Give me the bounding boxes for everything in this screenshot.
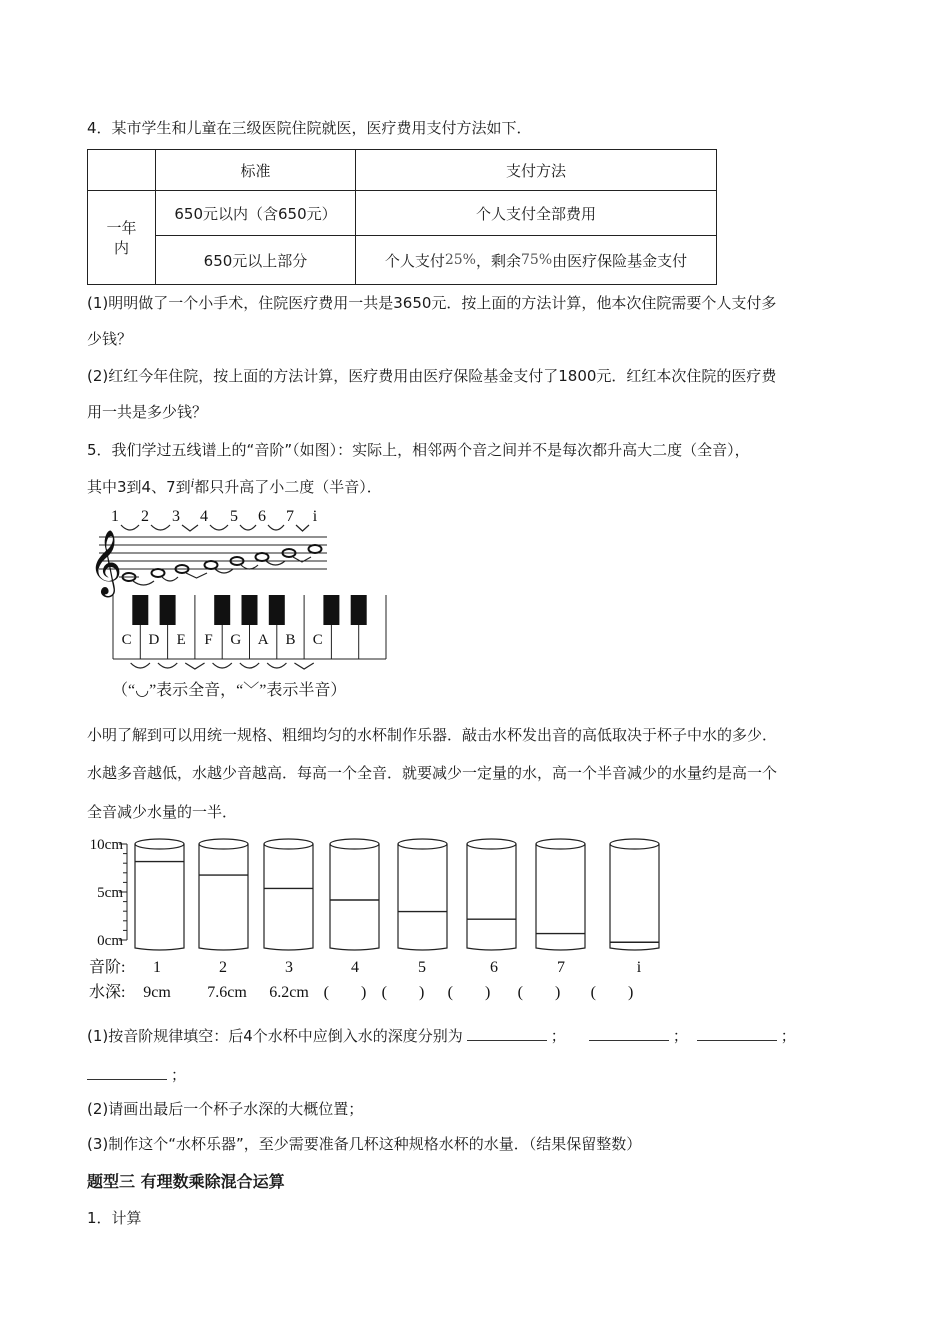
cup-body bbox=[610, 844, 659, 950]
q5-intro-i: i bbox=[190, 475, 195, 490]
half-step-mark bbox=[296, 525, 309, 531]
half-step-mark bbox=[182, 525, 198, 531]
cup-2 bbox=[199, 839, 248, 950]
black-key bbox=[242, 595, 258, 625]
key-whole-step-mark bbox=[158, 663, 177, 668]
note-whole-step-mark bbox=[162, 577, 178, 581]
cup-6 bbox=[467, 839, 516, 950]
key-half-step-mark bbox=[294, 663, 313, 669]
sep-2: ； bbox=[672, 1027, 688, 1045]
scale-number-4: 4 bbox=[200, 508, 208, 525]
section-q1: 1．计算 bbox=[87, 1209, 142, 1227]
cup-1 bbox=[135, 839, 184, 950]
treble-clef-icon: 𝄞 bbox=[89, 532, 123, 594]
cup-body bbox=[135, 844, 184, 950]
period-cell bbox=[88, 191, 155, 284]
piano-key-A: A bbox=[257, 632, 269, 648]
header-method: 支付方法 bbox=[505, 161, 566, 180]
black-key bbox=[351, 595, 367, 625]
key-whole-step-mark bbox=[131, 663, 150, 668]
water-cups-figure bbox=[87, 830, 687, 1010]
period-line2: 内 bbox=[113, 238, 129, 257]
whole-step-mark bbox=[121, 525, 139, 530]
piano-key-D: D bbox=[148, 632, 160, 648]
key-whole-step-mark bbox=[267, 663, 286, 668]
black-key bbox=[160, 595, 176, 625]
answer-blank-4[interactable] bbox=[87, 1065, 167, 1080]
row2-method bbox=[356, 236, 716, 284]
cup-depth-8: ( ) bbox=[590, 984, 634, 1001]
note-2 bbox=[152, 569, 165, 577]
cup-depth-7: ( ) bbox=[517, 984, 561, 1001]
cup-body bbox=[398, 844, 447, 950]
scale-number-1: 1 bbox=[111, 508, 119, 525]
cup-depth-6: ( ) bbox=[447, 984, 491, 1001]
q5-intro-pre: 其中3到4、7到 bbox=[87, 478, 191, 496]
row2-method-post: 由医疗保险基金支付 bbox=[552, 251, 688, 270]
cup-body bbox=[264, 844, 313, 950]
axis-label-5: 5cm bbox=[97, 885, 123, 901]
q4-sub1-line1: (1)明明做了一个小手术，住院医疗费用一共是3650元．按上面的方法计算，他本次住院需要个人支付多 bbox=[87, 294, 777, 312]
piano-key-B: B bbox=[285, 632, 296, 648]
key-whole-step-mark bbox=[240, 663, 259, 668]
q5-sub3: (3)制作这个“水杯乐器”，至少需要准备几杯这种规格水杯的水量．（结果保留整数） bbox=[87, 1135, 642, 1153]
cup-5 bbox=[398, 839, 447, 950]
cup-depth-3: 6.2cm bbox=[269, 984, 309, 1001]
payment-table bbox=[87, 149, 717, 285]
cup-depth-4: ( ) bbox=[323, 984, 367, 1001]
row2-method-mid: ，剩余 bbox=[475, 251, 521, 270]
cup-note-6: 6 bbox=[490, 959, 498, 976]
cup-rim bbox=[330, 839, 379, 849]
cup-7 bbox=[536, 839, 585, 950]
cup-depth-2: 7.6cm bbox=[207, 984, 247, 1001]
q4-sub2-line2: 用一共是多少钱？ bbox=[87, 403, 208, 421]
q5-intro-line2 bbox=[87, 477, 382, 498]
q5-sub1-text: (1)按音阶规律填空：后4个水杯中应倒入水的深度分别为 bbox=[87, 1027, 463, 1045]
q4-intro: 4．某市学生和儿童在三级医院住院就医，医疗费用支付方法如下． bbox=[87, 119, 532, 137]
cup-4 bbox=[330, 839, 379, 950]
music-scale-figure bbox=[87, 503, 397, 703]
sep-1: ； bbox=[550, 1027, 566, 1045]
q5-intro-line1: 5．我们学过五线谱上的“音阶”（如图）：实际上，相邻两个音之间并不是每次都升高大二度（全音）， bbox=[87, 441, 750, 459]
header-standard: 标准 bbox=[240, 161, 271, 180]
cup-rim bbox=[398, 839, 447, 849]
cup-rim bbox=[135, 839, 184, 849]
row2-method-pre: 个人支付 bbox=[384, 251, 445, 270]
cup-rim bbox=[610, 839, 659, 849]
scale-number-7: 7 bbox=[286, 508, 294, 525]
row2-standard: 650元以上部分 bbox=[203, 251, 308, 270]
cup-body bbox=[199, 844, 248, 950]
cup-note-2: 2 bbox=[219, 959, 227, 976]
axis-label-0: 0cm bbox=[97, 933, 123, 949]
q4-sub1-line2: 少钱？ bbox=[87, 330, 133, 348]
scale-number-5: 5 bbox=[230, 508, 238, 525]
cup-note-8: i bbox=[636, 959, 642, 976]
row2-pct2: 75% bbox=[521, 252, 553, 268]
cup-rim bbox=[264, 839, 313, 849]
q5-sub1 bbox=[87, 1026, 796, 1046]
cup-rim bbox=[199, 839, 248, 849]
row2-pct1: 25% bbox=[444, 252, 476, 268]
answer-blank-2[interactable] bbox=[589, 1026, 669, 1041]
q5-para-line3: 全音减少水量的一半． bbox=[87, 803, 238, 821]
period-line1: 一年 bbox=[106, 218, 137, 237]
black-key bbox=[214, 595, 230, 625]
axis-label-10: 10cm bbox=[89, 837, 123, 853]
black-key bbox=[269, 595, 285, 625]
whole-step-mark bbox=[151, 525, 170, 530]
q5-para-line1: 小明了解到可以用统一规格、粗细均匀的水杯制作乐器．敲击水杯发出音的高低取决于杯子中水的多少． bbox=[87, 726, 778, 744]
note-8 bbox=[309, 545, 322, 553]
piano-key-F: F bbox=[204, 632, 213, 648]
cup-note-4: 4 bbox=[351, 959, 359, 976]
answer-blank-3[interactable] bbox=[697, 1026, 777, 1041]
cup-note-7: 7 bbox=[557, 959, 565, 976]
cup-rim bbox=[467, 839, 516, 849]
cup-note-5: 5 bbox=[418, 959, 426, 976]
cup-8 bbox=[610, 839, 659, 950]
scale-number-2: 2 bbox=[141, 508, 149, 525]
q5-sub1-cont bbox=[87, 1065, 186, 1085]
scale-number-6: 6 bbox=[258, 508, 266, 525]
piano-key-C: C bbox=[312, 632, 323, 648]
cup-depth-1: 9cm bbox=[143, 984, 171, 1001]
scale-number-8: i bbox=[312, 508, 318, 525]
black-key bbox=[323, 595, 339, 625]
note-whole-step-mark bbox=[266, 561, 285, 565]
sep-4: ； bbox=[171, 1066, 187, 1084]
q5-intro-post: 都只升高了小二度（半音）． bbox=[194, 478, 382, 496]
q4-sub2-line1: (2)红红今年住院，按上面的方法计算，医疗费用由医疗保险基金支付了1800元．红红本次住院的医疗费 bbox=[87, 367, 777, 385]
answer-blank-1[interactable] bbox=[467, 1026, 547, 1041]
q5-para-line2: 水越多音越低，水越少音越高．每高一个全音．就要减少一定量的水，高一个半音减少的水量约是高一个 bbox=[87, 764, 778, 782]
key-whole-step-mark bbox=[213, 663, 232, 668]
cup-note-1: 1 bbox=[153, 959, 161, 976]
whole-step-mark bbox=[210, 525, 228, 530]
cup-3 bbox=[264, 839, 313, 950]
scale-number-3: 3 bbox=[172, 508, 180, 525]
piano-key-C: C bbox=[121, 632, 132, 648]
piano-key-G: G bbox=[230, 632, 242, 648]
black-key bbox=[132, 595, 148, 625]
depth-row-label: 水深: bbox=[89, 984, 126, 1001]
q5-sub2: (2)请画出最后一个杯子水深的大概位置； bbox=[87, 1100, 364, 1118]
row1-standard: 650元以内（含650元） bbox=[174, 204, 337, 223]
note-whole-step-mark bbox=[241, 565, 258, 569]
cup-depth-5: ( ) bbox=[381, 984, 425, 1001]
section-title: 题型三 有理数乘除混合运算 bbox=[87, 1172, 285, 1191]
cup-body bbox=[467, 844, 516, 950]
cup-body bbox=[330, 844, 379, 950]
note-4 bbox=[205, 561, 218, 569]
cup-rim bbox=[536, 839, 585, 849]
key-half-step-mark bbox=[185, 663, 204, 669]
sep-3: ； bbox=[780, 1027, 796, 1045]
note-half-step-mark bbox=[186, 573, 207, 578]
piano-key-E: E bbox=[176, 632, 186, 648]
whole-step-mark bbox=[268, 525, 284, 530]
scale-legend: （“◡”表示全音，“﹀”表示半音） bbox=[112, 682, 347, 699]
note-whole-step-mark bbox=[133, 581, 154, 585]
note-whole-step-mark bbox=[215, 569, 233, 573]
scale-row-label: 音阶: bbox=[89, 959, 126, 976]
row1-method: 个人支付全部费用 bbox=[475, 204, 596, 223]
whole-step-mark bbox=[240, 525, 256, 530]
note-6 bbox=[256, 553, 269, 561]
cup-note-3: 3 bbox=[285, 959, 293, 976]
